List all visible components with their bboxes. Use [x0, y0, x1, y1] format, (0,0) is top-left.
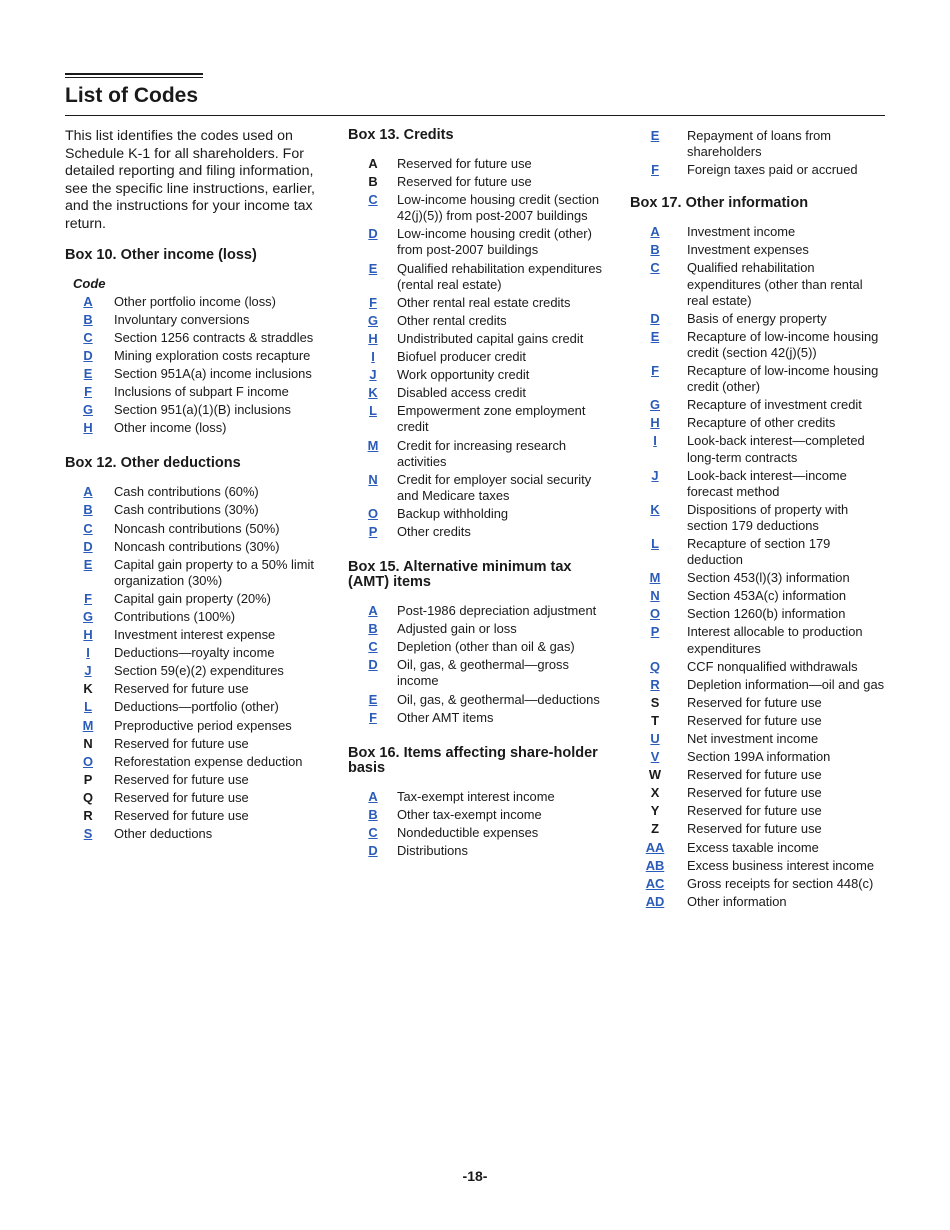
code-entry: [630, 840, 885, 856]
code-label: T: [651, 712, 659, 728]
code-description: Investment expenses: [687, 242, 809, 258]
code-entry: [65, 502, 320, 518]
code-label: A: [368, 156, 378, 171]
box17-section: [630, 196, 885, 910]
code-description: Repayment of loans from shareholders: [687, 128, 832, 160]
code-entry: [65, 420, 320, 436]
code-entry: [348, 174, 603, 190]
code-description: Recapture of section 179 deduction: [687, 535, 831, 568]
code-entry: [348, 603, 603, 619]
code-description: Low-income housing credit (section 42(j)(5)) from post-2007 buildings: [397, 192, 600, 224]
code-description: Section 59(e)(2) expenditures: [114, 663, 284, 679]
code-description: Other portfolio income (loss): [114, 293, 276, 309]
code-entry: [630, 311, 885, 327]
code-description: Section 1260(b) information: [687, 606, 846, 622]
code-description: Tax-exempt interest income: [397, 788, 555, 804]
code-description: Basis of energy property: [687, 310, 827, 326]
code-description: CCF nonqualified withdrawals: [687, 658, 858, 674]
code-link[interactable]: E: [650, 128, 660, 143]
code-link[interactable]: D: [650, 310, 660, 326]
code-link[interactable]: M: [367, 437, 379, 453]
code-description: Reserved for future use: [114, 735, 249, 751]
code-entry: [65, 521, 320, 537]
code-description: Reserved for future use: [687, 767, 822, 783]
code-link[interactable]: G: [82, 402, 94, 418]
code-description: Look-back interest—completed long-term contracts: [687, 433, 865, 465]
code-entry: [630, 876, 885, 892]
code-entry: [630, 242, 885, 258]
code-link[interactable]: F: [651, 363, 659, 379]
code-description: Credit for increasing research activities: [397, 437, 567, 469]
code-link[interactable]: C: [368, 824, 378, 840]
code-description: Nondeductible expenses: [397, 824, 539, 840]
code-entry: [65, 312, 320, 328]
code-entry: [348, 692, 603, 708]
code-entry: [65, 591, 320, 607]
code-entry: [630, 162, 885, 178]
intro-paragraph: This list identifies the codes used on Schedule K-1 for all shareholders. For detailed reporting and filing information, see the specific line instructions, earlier, and the instructions for your income tax return.: [65, 128, 315, 232]
code-link[interactable]: B: [368, 806, 378, 822]
code-entry: [65, 736, 320, 752]
code-entry: [65, 609, 320, 625]
code-link[interactable]: D: [368, 843, 378, 858]
code-description: Section 199A information: [687, 749, 831, 765]
code-link[interactable]: P: [368, 523, 378, 539]
code-description: Deductions—royalty income: [114, 645, 275, 661]
code-entry: [65, 627, 320, 643]
code-description: Noncash contributions (50%): [114, 520, 280, 536]
code-description: Depletion information—oil and gas: [687, 676, 885, 692]
code-description: Other AMT items: [397, 709, 494, 725]
code-description: Deductions—portfolio (other): [114, 699, 279, 715]
code-link[interactable]: D: [368, 657, 378, 673]
code-description: Work opportunity credit: [397, 367, 530, 383]
code-link[interactable]: N: [650, 588, 660, 604]
code-description: Excess business interest income: [687, 857, 874, 873]
code-link[interactable]: AB: [645, 857, 665, 873]
box17-heading: Box 17. Other information: [630, 195, 809, 212]
code-description: Oil, gas, & geothermal—deductions: [397, 691, 600, 707]
code-description: Cash contributions (60%): [114, 484, 259, 500]
code-entry: [630, 588, 885, 604]
code-entry: [348, 313, 603, 329]
code-link[interactable]: D: [83, 347, 93, 363]
code-description: Excess taxable income: [687, 839, 819, 855]
code-link[interactable]: U: [650, 731, 660, 746]
code-entry: [630, 894, 885, 910]
code-link[interactable]: A: [368, 788, 378, 804]
title-rule: [65, 73, 203, 75]
code-description: Recapture of investment credit: [687, 397, 862, 413]
title-rule-thin: [65, 77, 203, 78]
code-entry: [65, 484, 320, 500]
code-label: S: [650, 694, 660, 710]
code-link[interactable]: F: [84, 384, 92, 400]
code-link[interactable]: I: [653, 433, 657, 449]
code-description: Reserved for future use: [114, 681, 249, 697]
code-entry: [65, 808, 320, 824]
code-entry: [65, 718, 320, 734]
code-description: Other income (loss): [114, 420, 227, 436]
box16-list: [348, 789, 603, 859]
code-description: Capital gain property (20%): [114, 590, 271, 606]
box16-continued: [630, 128, 885, 178]
code-entry: [348, 385, 603, 401]
code-description: Section 1256 contracts & straddles: [114, 329, 314, 345]
code-link[interactable]: R: [650, 676, 660, 692]
code-description: Distributions: [397, 843, 468, 858]
code-entry: [65, 772, 320, 788]
box12-list: [65, 484, 320, 842]
code-entry: [65, 754, 320, 770]
code-description: Preproductive period expenses: [114, 717, 292, 733]
code-description: Cash contributions (30%): [114, 502, 259, 518]
code-description: Inclusions of subpart F income: [114, 384, 289, 400]
box13-list: [348, 156, 603, 540]
code-link[interactable]: C: [83, 520, 93, 536]
code-description: Reserved for future use: [687, 803, 822, 819]
code-description: Biofuel producer credit: [397, 349, 526, 365]
code-link[interactable]: E: [650, 328, 660, 344]
code-entry: [630, 803, 885, 819]
code-entry: [630, 570, 885, 586]
code-entry: [65, 645, 320, 661]
box16-section: [348, 746, 603, 859]
code-entry: [348, 639, 603, 655]
code-entry: [65, 663, 320, 679]
code-link[interactable]: C: [650, 260, 660, 276]
column-1: [65, 128, 320, 862]
box15-heading: Box 15. Alternative minimum tax (AMT) items: [348, 559, 572, 591]
code-label: W: [648, 767, 662, 783]
code-entry: [630, 329, 885, 361]
code-link[interactable]: J: [369, 367, 377, 383]
code-entry: [630, 731, 885, 747]
code-link[interactable]: L: [369, 403, 377, 419]
code-link[interactable]: H: [650, 415, 660, 431]
code-link[interactable]: D: [83, 538, 93, 554]
code-entry: [630, 858, 885, 874]
code-link[interactable]: J: [651, 467, 659, 483]
code-description: Credit for employer social security and Medicare taxes: [397, 471, 592, 503]
code-description: Reforestation expense deduction: [114, 753, 303, 769]
code-entry: [630, 749, 885, 765]
code-link[interactable]: H: [368, 330, 378, 346]
code-entry: [630, 785, 885, 801]
code-label: P: [83, 771, 93, 787]
code-entry: [65, 699, 320, 715]
code-link[interactable]: J: [84, 663, 92, 679]
code-link[interactable]: C: [368, 192, 378, 208]
code-description: Interest allocable to production expenditures: [687, 624, 863, 656]
code-description: Other information: [687, 893, 787, 909]
code-link[interactable]: O: [649, 606, 661, 622]
code-link[interactable]: B: [83, 502, 93, 518]
code-link[interactable]: P: [650, 624, 660, 640]
code-entry: [65, 539, 320, 555]
box16-heading: Box 16. Items affecting share-holder basis: [348, 744, 598, 776]
box13-section: [348, 128, 603, 540]
code-link[interactable]: S: [83, 826, 93, 842]
code-link[interactable]: F: [369, 709, 377, 725]
code-description: Disabled access credit: [397, 385, 526, 401]
code-label: Z: [651, 821, 659, 837]
code-entry: [630, 821, 885, 837]
code-description: Post-1986 depreciation adjustment: [397, 603, 597, 619]
box17-list: [630, 224, 885, 910]
code-entry: [348, 331, 603, 347]
code-entry: [348, 524, 603, 540]
code-description: Qualified rehabilitation expenditures (other than rental real estate): [687, 260, 863, 308]
code-description: Section 453A(c) information: [687, 588, 847, 604]
code-description: Other deductions: [114, 826, 213, 842]
code-description: Look-back interest—income forecast method: [687, 467, 847, 499]
code-entry: [348, 192, 603, 224]
code-entry: [348, 403, 603, 435]
box12-section: [65, 456, 320, 842]
code-link[interactable]: H: [83, 627, 93, 643]
code-description: Gross receipts for section 448(c): [687, 875, 874, 891]
code-description: Recapture of low-income housing credit (section 42(j)(5)): [687, 328, 879, 360]
box10-section: [65, 248, 320, 437]
code-link[interactable]: AA: [645, 839, 665, 855]
code-link[interactable]: B: [83, 311, 93, 327]
code-link[interactable]: O: [82, 753, 94, 769]
code-entry: [630, 606, 885, 622]
code-description: Low-income housing credit (other) from post-2007 buildings: [397, 226, 592, 258]
code-link[interactable]: E: [368, 691, 378, 707]
code-entry: [630, 415, 885, 431]
code-description: Recapture of other credits: [687, 415, 836, 431]
code-label: B: [368, 174, 378, 190]
code-entry: [630, 468, 885, 500]
code-entry: [65, 790, 320, 806]
code-link[interactable]: C: [83, 329, 93, 345]
code-label: Y: [650, 803, 660, 819]
code-link[interactable]: M: [82, 717, 94, 733]
column-2: [348, 128, 603, 879]
code-description: Reserved for future use: [687, 694, 822, 710]
code-link[interactable]: F: [651, 162, 659, 178]
code-entry: [65, 557, 320, 589]
code-link[interactable]: D: [368, 226, 378, 242]
code-description: Reserved for future use: [114, 789, 249, 805]
code-description: Involuntary conversions: [114, 311, 250, 327]
code-link[interactable]: I: [371, 349, 375, 365]
code-description: Reserved for future use: [687, 712, 822, 728]
code-description: Mining exploration costs recapture: [114, 347, 311, 363]
code-description: Capital gain property to a 50% limit organization (30%): [114, 556, 314, 588]
code-description: Reserved for future use: [397, 174, 532, 190]
code-entry: [630, 502, 885, 534]
code-entry: [630, 767, 885, 783]
code-link[interactable]: B: [368, 621, 378, 637]
box15-list: [348, 603, 603, 726]
code-description: Depletion (other than oil & gas): [397, 639, 575, 655]
code-entry: [65, 294, 320, 310]
code-entry: [65, 681, 320, 697]
code-link[interactable]: F: [84, 590, 92, 606]
code-link[interactable]: O: [367, 505, 379, 521]
code-description: Net investment income: [687, 731, 819, 746]
code-link[interactable]: E: [368, 260, 378, 276]
code-link[interactable]: V: [650, 749, 660, 765]
code-description: Empowerment zone employment credit: [397, 403, 586, 435]
code-label: Q: [82, 789, 94, 805]
code-link[interactable]: A: [83, 293, 93, 309]
box15-section: [348, 560, 603, 726]
code-description: Dispositions of property with section 179 deductions: [687, 501, 849, 533]
code-link[interactable]: L: [651, 535, 659, 551]
code-entry: [348, 367, 603, 383]
code-description: Qualified rehabilitation expenditures (rental real estate): [397, 260, 602, 292]
page-title: List of Codes: [65, 83, 885, 116]
code-entry: [348, 843, 603, 859]
code-entry: [630, 433, 885, 465]
code-description: Undistributed capital gains credit: [397, 330, 584, 346]
code-description: Contributions (100%): [114, 608, 236, 624]
code-link[interactable]: Q: [649, 658, 661, 674]
code-description: Reserved for future use: [687, 785, 822, 801]
code-description: Foreign taxes paid or accrued: [687, 162, 858, 178]
code-entry: [348, 438, 603, 470]
column-3: [630, 128, 885, 930]
code-link[interactable]: C: [368, 639, 378, 655]
code-entry: [630, 713, 885, 729]
page-header: [65, 73, 885, 116]
code-entry: [630, 695, 885, 711]
code-entry: [348, 226, 603, 258]
code-entry: [65, 826, 320, 842]
code-link[interactable]: H: [83, 420, 93, 436]
code-column-header: Code: [73, 275, 106, 291]
code-link[interactable]: A: [650, 224, 660, 240]
code-link[interactable]: B: [650, 242, 660, 258]
code-description: Section 453(l)(3) information: [687, 570, 850, 586]
code-entry: [630, 659, 885, 675]
code-link[interactable]: K: [650, 501, 660, 517]
code-entry: [348, 789, 603, 805]
code-link[interactable]: E: [83, 556, 93, 572]
code-description: Recapture of low-income housing credit (other): [687, 363, 879, 395]
code-description: Backup withholding: [397, 505, 509, 521]
code-link[interactable]: G: [82, 608, 94, 624]
box10-list: [65, 294, 320, 437]
code-label: R: [83, 808, 93, 823]
code-link[interactable]: E: [83, 365, 93, 381]
code-description: Noncash contributions (30%): [114, 538, 280, 554]
code-entry: [65, 348, 320, 364]
code-description: Other rental credits: [397, 312, 507, 328]
code-entry: [630, 128, 885, 160]
code-description: Investment interest expense: [114, 627, 276, 643]
code-entry: [348, 657, 603, 689]
code-entry: [348, 261, 603, 293]
code-description: Oil, gas, & geothermal—gross income: [397, 657, 569, 689]
code-entry: [348, 295, 603, 311]
page-number: -18-: [462, 1168, 488, 1184]
code-description: Section 951(a)(1)(B) inclusions: [114, 402, 291, 418]
code-entry: [65, 402, 320, 418]
code-description: Investment income: [687, 224, 796, 240]
code-link[interactable]: K: [368, 385, 378, 401]
code-entry: [348, 506, 603, 522]
code-label: X: [650, 785, 660, 801]
code-entry: [630, 397, 885, 413]
code-link[interactable]: F: [369, 294, 377, 310]
code-link[interactable]: I: [86, 645, 90, 661]
code-description: Other rental real estate credits: [397, 294, 571, 310]
code-description: Other tax-exempt income: [397, 806, 542, 822]
code-label: K: [83, 681, 93, 697]
code-entry: [348, 156, 603, 172]
code-description: Reserved for future use: [687, 821, 822, 837]
code-link[interactable]: M: [649, 570, 661, 586]
code-description: Other credits: [397, 523, 471, 539]
code-entry: [630, 624, 885, 656]
code-link[interactable]: N: [368, 471, 378, 487]
code-entry: [348, 825, 603, 841]
code-link[interactable]: G: [367, 312, 379, 328]
code-entry: [630, 677, 885, 693]
code-entry: [65, 384, 320, 400]
code-description: Reserved for future use: [397, 156, 532, 171]
code-description: Reserved for future use: [114, 771, 249, 787]
code-link[interactable]: G: [649, 397, 661, 413]
code-entry: [630, 363, 885, 395]
code-link[interactable]: AC: [645, 875, 665, 891]
code-entry: [630, 260, 885, 308]
code-entry: [348, 621, 603, 637]
code-description: Section 951A(a) income inclusions: [114, 365, 312, 381]
code-entry: [348, 807, 603, 823]
code-entry: [348, 349, 603, 365]
code-link[interactable]: L: [84, 699, 92, 715]
code-entry: [348, 472, 603, 504]
code-link[interactable]: AD: [645, 893, 665, 909]
box13-heading: Box 13. Credits: [348, 127, 454, 143]
code-entry: [630, 224, 885, 240]
box16-list-continued: [630, 128, 885, 178]
box12-heading: Box 12. Other deductions: [65, 455, 241, 472]
code-description: Reserved for future use: [114, 808, 249, 823]
box10-heading: Box 10. Other income (loss): [65, 246, 257, 263]
code-link[interactable]: A: [83, 484, 93, 500]
code-description: Adjusted gain or loss: [397, 621, 517, 637]
code-label: N: [83, 735, 93, 751]
code-entry: [65, 330, 320, 346]
code-link[interactable]: A: [368, 603, 378, 619]
code-entry: [65, 366, 320, 382]
code-entry: [630, 536, 885, 568]
code-entry: [348, 710, 603, 726]
